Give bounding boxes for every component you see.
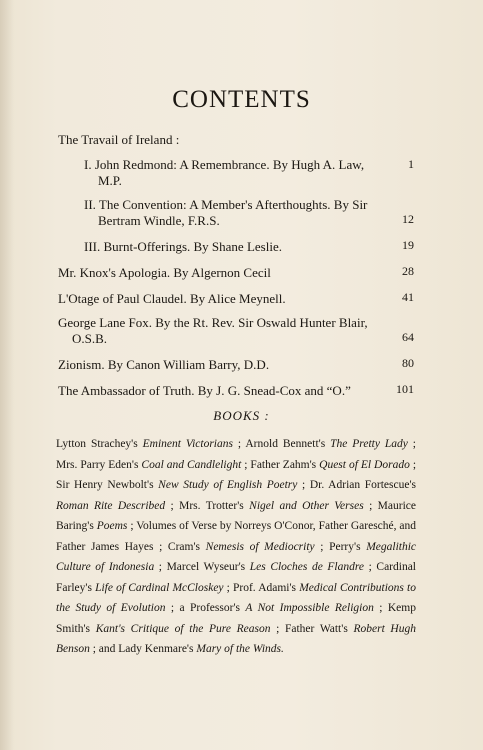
contents-entry — [58, 197, 414, 229]
book-run: ; Sir Henry Newbolt's — [56, 458, 417, 491]
book-run: ; a Professor's — [165, 602, 246, 614]
page-title: CONTENTS — [172, 86, 311, 113]
book-run: ; Dr. Adrian Fortescue's — [297, 479, 416, 491]
book-run: ; Prof. Adami's — [223, 581, 300, 594]
book-title: The Pretty Lady — [330, 438, 408, 450]
entry-text: George Lane Fox. By the Rt. Rev. Sir Oswald Hunter Blair, O.S.B. — [58, 315, 368, 346]
book-run: ; Cardinal Farley's — [56, 561, 417, 594]
contents-entry — [58, 289, 414, 307]
book-title: Nigel and Other Verses — [249, 499, 364, 512]
book-title: Eminent Victorians — [142, 438, 233, 450]
entry-text: II. The Convention: A Member's Afterthoughts. By Sir Bertram Windle, F.R.S. — [84, 197, 368, 228]
book-title: New Study of English Poetry — [158, 479, 298, 491]
book-title: Megalithic Culture of Indonesia — [56, 540, 417, 573]
book-title: A Not Impossible Religion — [245, 602, 374, 614]
entry-text: L'Otage of Paul Claudel. By Alice Meynell. — [58, 291, 286, 306]
contents-list — [58, 132, 414, 407]
book-run: ; Mrs. Parry Eden's — [56, 438, 416, 471]
entry-page-number: 41 — [402, 290, 414, 304]
book-run: ; Maurice Baring's — [56, 499, 416, 532]
book-run: ; Father Zahm's — [241, 458, 320, 471]
book-title: Mary of the Winds. — [196, 643, 284, 655]
book-run: Lytton Strachey's — [56, 438, 143, 450]
book-run: ; Volumes of Verse by Norreys O'Conor, Father Garesché, and Father James Hayes ; Cram's — [56, 520, 416, 553]
entry-page-number: 12 — [402, 212, 414, 226]
book-title: Coal and Candlelight — [141, 458, 242, 471]
book-title: Nemesis of Mediocrity — [205, 540, 315, 553]
book-run: ; Mrs. Trotter's — [165, 499, 250, 512]
books-heading: BOOKS : — [213, 408, 270, 423]
entry-text: III. Burnt-Offerings. By Shane Leslie. — [84, 239, 282, 254]
book-run: ; Marcel Wyseur's — [154, 561, 250, 573]
contents-entry — [58, 263, 414, 281]
book-title: Life of Cardinal McCloskey — [95, 581, 224, 594]
entry-text: I. John Redmond: A Remembrance. By Hugh A. Law, M.P. — [84, 157, 365, 188]
book-title: Les Cloches de Flandre — [249, 561, 365, 573]
contents-entry — [58, 315, 414, 347]
contents-entry — [58, 237, 414, 255]
book-title: Quest of El Dorado — [319, 458, 410, 471]
book-run: ; Father Watt's — [270, 622, 354, 635]
entry-page-number: 64 — [402, 330, 414, 344]
section-heading: The Travail of Ireland : — [58, 132, 180, 147]
book-run: ; and Lady Kenmare's — [89, 643, 197, 655]
book-title: Medical Contributions to the Study of Evolution — [56, 581, 416, 614]
book-title: Kant's Critique of the Pure Reason — [95, 622, 271, 635]
entry-text: The Ambassador of Truth. By J. G. Snead-Cox and “O.” — [58, 383, 351, 398]
entry-text: Mr. Knox's Apologia. By Algernon Cecil — [58, 265, 271, 280]
contents-entry — [58, 355, 414, 373]
book-title: Robert Hugh Benson — [56, 622, 416, 655]
entry-page-number: 19 — [402, 238, 414, 252]
book-title: Roman Rite Described — [56, 499, 166, 512]
books-paragraph — [56, 434, 416, 660]
entry-text: Zionism. By Canon William Barry, D.D. — [58, 357, 270, 372]
entry-page-number: 80 — [402, 356, 414, 370]
entry-page-number: 1 — [408, 157, 414, 171]
entry-page-number: 28 — [402, 264, 414, 278]
book-run: ; Arnold Bennett's — [232, 438, 331, 450]
book-run: ; Perry's — [314, 540, 367, 553]
book-title: Poems — [96, 520, 128, 532]
contents-entry — [58, 381, 414, 399]
book-run: ; Kemp Smith's — [56, 602, 416, 635]
entry-page-number: 101 — [396, 382, 414, 396]
contents-entry — [58, 156, 414, 189]
